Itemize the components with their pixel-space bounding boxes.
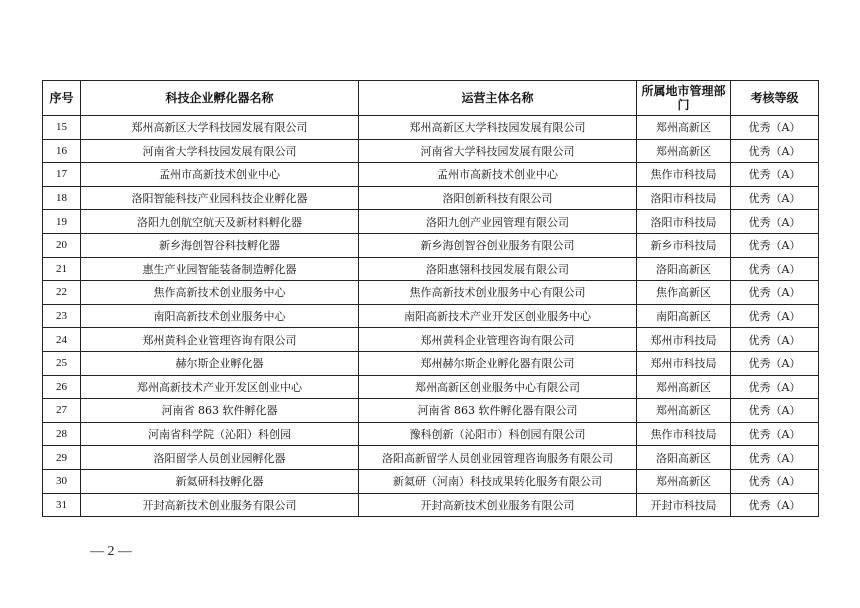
- cell-index: 20: [43, 233, 81, 257]
- cell-index: 17: [43, 163, 81, 187]
- cell-operator-name: 洛阳创新科技有限公司: [359, 186, 637, 210]
- cell-grade: 优秀（A）: [731, 281, 819, 305]
- cell-grade: 优秀（A）: [731, 399, 819, 423]
- cell-authority: 洛阳高新区: [637, 446, 731, 470]
- table-header-row: [43, 81, 819, 116]
- cell-grade: 优秀（A）: [731, 493, 819, 517]
- cell-incubator-name: 洛阳智能科技产业园科技企业孵化器: [81, 186, 359, 210]
- cell-grade: 优秀（A）: [731, 163, 819, 187]
- cell-grade: 优秀（A）: [731, 328, 819, 352]
- page-number: — 2 —: [90, 544, 132, 559]
- table-row: [43, 422, 819, 446]
- table-row: [43, 257, 819, 281]
- cell-incubator-name: 洛阳九创航空航天及新材料孵化器: [81, 210, 359, 234]
- table-row: [43, 186, 819, 210]
- cell-operator-name: 洛阳惠翎科技园发展有限公司: [359, 257, 637, 281]
- cell-authority: 洛阳市科技局: [637, 186, 731, 210]
- cell-incubator-name: 郑州高新区大学科技园发展有限公司: [81, 116, 359, 140]
- cell-grade: 优秀（A）: [731, 375, 819, 399]
- cell-incubator-name: 孟州市高新技术创业中心: [81, 163, 359, 187]
- cell-index: 31: [43, 493, 81, 517]
- header-index: 序号: [43, 81, 81, 116]
- cell-index: 21: [43, 257, 81, 281]
- cell-operator-name: 南阳高新技术产业开发区创业服务中心: [359, 304, 637, 328]
- table-row: [43, 210, 819, 234]
- cell-incubator-name: 开封高新技术创业服务有限公司: [81, 493, 359, 517]
- cell-index: 25: [43, 351, 81, 375]
- cell-index: 28: [43, 422, 81, 446]
- table-row: [43, 281, 819, 305]
- cell-index: 15: [43, 116, 81, 140]
- cell-incubator-name: 郑州黄科企业管理咨询有限公司: [81, 328, 359, 352]
- cell-authority: 焦作市科技局: [637, 163, 731, 187]
- cell-grade: 优秀（A）: [731, 469, 819, 493]
- cell-operator-name: 郑州高新区创业服务中心有限公司: [359, 375, 637, 399]
- cell-operator-name: 焦作高新技术创业服务中心有限公司: [359, 281, 637, 305]
- cell-authority: 郑州高新区: [637, 399, 731, 423]
- table-row: [43, 328, 819, 352]
- cell-authority: 洛阳市科技局: [637, 210, 731, 234]
- cell-operator-name: 洛阳高新留学人员创业园管理咨询服务有限公司: [359, 446, 637, 470]
- cell-operator-name: 郑州高新区大学科技园发展有限公司: [359, 116, 637, 140]
- cell-incubator-name: 河南省科学院（沁阳）科创园: [81, 422, 359, 446]
- cell-incubator-name: 南阳高新技术创业服务中心: [81, 304, 359, 328]
- cell-operator-name: 洛阳九创产业园管理有限公司: [359, 210, 637, 234]
- table-row: [43, 399, 819, 423]
- cell-grade: 优秀（A）: [731, 210, 819, 234]
- cell-incubator-name: 新乡海创智谷科技孵化器: [81, 233, 359, 257]
- cell-incubator-name: 洛阳留学人员创业园孵化器: [81, 446, 359, 470]
- cell-authority: 南阳高新区: [637, 304, 731, 328]
- cell-authority: 洛阳高新区: [637, 257, 731, 281]
- cell-operator-name: 豫科创新（沁阳市）科创园有限公司: [359, 422, 637, 446]
- cell-operator-name: 孟州市高新技术创业中心: [359, 163, 637, 187]
- cell-incubator-name: 河南省大学科技园发展有限公司: [81, 139, 359, 163]
- cell-grade: 优秀（A）: [731, 422, 819, 446]
- cell-authority: 郑州高新区: [637, 469, 731, 493]
- cell-grade: 优秀（A）: [731, 139, 819, 163]
- table-row: [43, 469, 819, 493]
- cell-grade: 优秀（A）: [731, 186, 819, 210]
- cell-index: 26: [43, 375, 81, 399]
- cell-incubator-name: 新氦研科技孵化器: [81, 469, 359, 493]
- cell-incubator-name: 河南省 863 软件孵化器: [81, 399, 359, 423]
- cell-grade: 优秀（A）: [731, 233, 819, 257]
- cell-authority: 郑州高新区: [637, 375, 731, 399]
- header-authority: 所属地市管理部门: [637, 81, 731, 116]
- table-row: [43, 446, 819, 470]
- cell-index: 16: [43, 139, 81, 163]
- table-row: [43, 116, 819, 140]
- cell-operator-name: 郑州赫尔斯企业孵化器有限公司: [359, 351, 637, 375]
- cell-operator-name: 河南省大学科技园发展有限公司: [359, 139, 637, 163]
- incubator-table: [42, 80, 819, 517]
- cell-authority: 开封市科技局: [637, 493, 731, 517]
- cell-operator-name: 开封高新技术创业服务有限公司: [359, 493, 637, 517]
- cell-authority: 郑州市科技局: [637, 328, 731, 352]
- cell-operator-name: 郑州黄科企业管理咨询有限公司: [359, 328, 637, 352]
- cell-operator-name: 新氦研（河南）科技成果转化服务有限公司: [359, 469, 637, 493]
- cell-grade: 优秀（A）: [731, 304, 819, 328]
- cell-index: 19: [43, 210, 81, 234]
- header-grade: 考核等级: [731, 81, 819, 116]
- table-row: [43, 139, 819, 163]
- cell-index: 22: [43, 281, 81, 305]
- cell-authority: 新乡市科技局: [637, 233, 731, 257]
- table-row: [43, 493, 819, 517]
- cell-authority: 郑州市科技局: [637, 351, 731, 375]
- cell-authority: 郑州高新区: [637, 116, 731, 140]
- header-incubator-name: 科技企业孵化器名称: [81, 81, 359, 116]
- cell-operator-name: 新乡海创智谷创业服务有限公司: [359, 233, 637, 257]
- cell-authority: 焦作高新区: [637, 281, 731, 305]
- cell-index: 27: [43, 399, 81, 423]
- cell-index: 18: [43, 186, 81, 210]
- table-row: [43, 351, 819, 375]
- cell-index: 23: [43, 304, 81, 328]
- table-row: [43, 233, 819, 257]
- cell-authority: 焦作市科技局: [637, 422, 731, 446]
- cell-index: 30: [43, 469, 81, 493]
- cell-grade: 优秀（A）: [731, 351, 819, 375]
- cell-incubator-name: 惠生产业园智能装备制造孵化器: [81, 257, 359, 281]
- cell-grade: 优秀（A）: [731, 116, 819, 140]
- cell-grade: 优秀（A）: [731, 446, 819, 470]
- header-operator-name: 运营主体名称: [359, 81, 637, 116]
- cell-incubator-name: 郑州高新技术产业开发区创业中心: [81, 375, 359, 399]
- cell-grade: 优秀（A）: [731, 257, 819, 281]
- table-row: [43, 163, 819, 187]
- cell-index: 29: [43, 446, 81, 470]
- table-row: [43, 375, 819, 399]
- cell-index: 24: [43, 328, 81, 352]
- cell-incubator-name: 焦作高新技术创业服务中心: [81, 281, 359, 305]
- cell-authority: 郑州高新区: [637, 139, 731, 163]
- cell-incubator-name: 赫尔斯企业孵化器: [81, 351, 359, 375]
- table-row: [43, 304, 819, 328]
- cell-operator-name: 河南省 863 软件孵化器有限公司: [359, 399, 637, 423]
